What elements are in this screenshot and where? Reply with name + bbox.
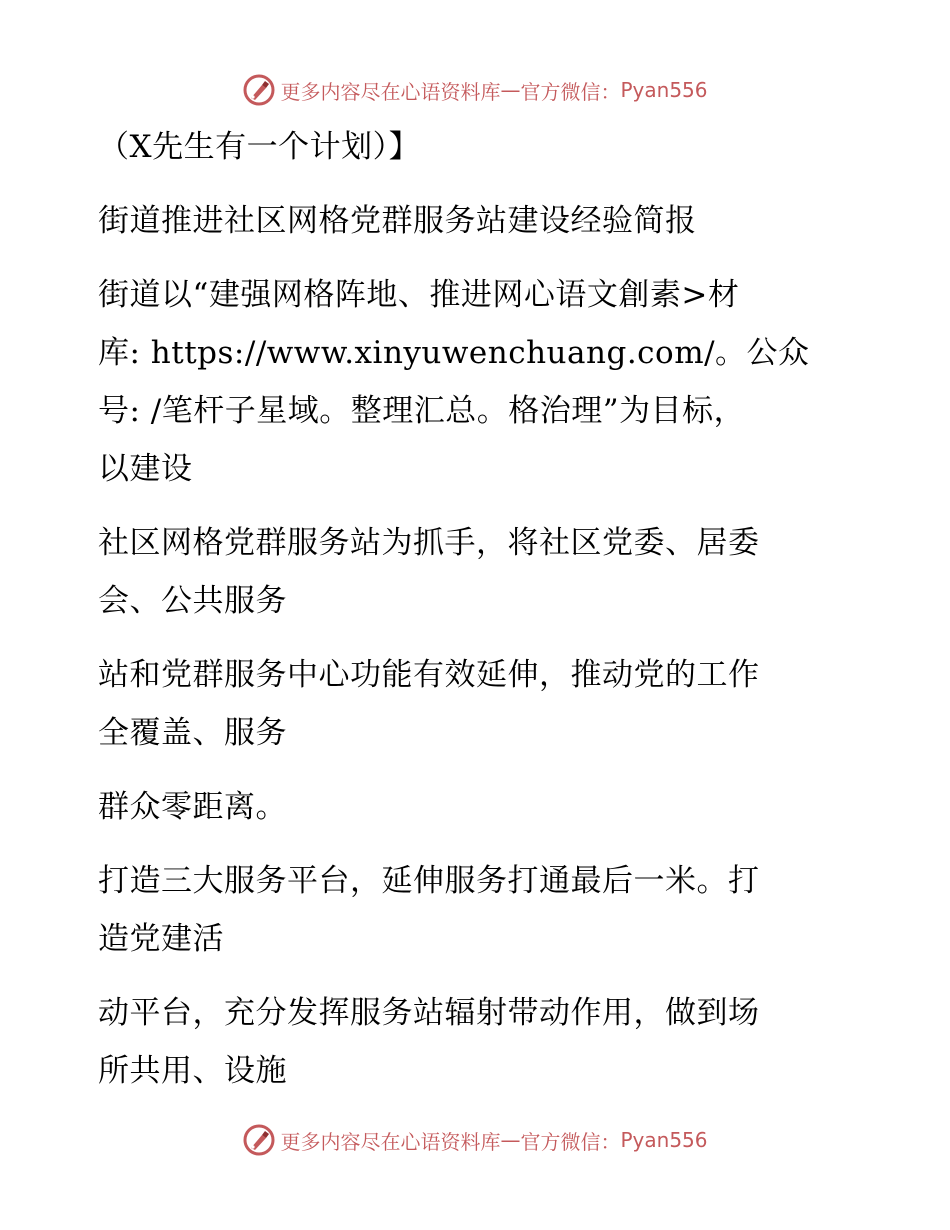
header-banner — [0, 70, 950, 110]
text-line: 群众零距离。 — [98, 789, 287, 825]
banner-separator: — — [500, 1128, 521, 1152]
text-line: （X先生有一个计划）】 — [98, 129, 421, 165]
text-line: 站和党群服务中心功能有效延伸，推动党的工作 — [98, 657, 760, 693]
pen-logo-icon — [242, 1123, 276, 1157]
text-line: 社区网格党群服务站为抓手，将社区党委、居委 — [98, 525, 760, 561]
banner-wechat-id: Pyan556 — [620, 78, 708, 102]
text-line: 动平台，充分发挥服务站辐射带动作用，做到场 — [98, 995, 760, 1031]
text-line: 造党建活 — [98, 921, 224, 957]
banner-main-text: 更多内容尽在心语资料库 — [280, 1129, 501, 1154]
text-line: 全覆盖、服务 — [98, 715, 287, 751]
text-line: 号: /笔杆子星域。整理汇总。格治理”为目标， — [98, 393, 746, 429]
text-line: 打造三大服务平台，延伸服务打通最后一米。打 — [98, 863, 760, 899]
banner-wechat-id: Pyan556 — [620, 1128, 708, 1152]
banner-separator: — — [500, 78, 521, 102]
text-line: 库: https://www.xinyuwenchuang.com/。公众 — [98, 335, 810, 371]
text-line: 会、公共服务 — [98, 583, 287, 619]
text-line: 所共用、设施 — [98, 1053, 287, 1089]
text-line: 街道推进社区网格党群服务站建设经验简报 — [98, 203, 697, 239]
text-line: 街道以“建强网格阵地、推进网心语文創素>材 — [98, 277, 740, 313]
banner-main-text: 更多内容尽在心语资料库 — [280, 79, 501, 104]
footer-banner — [0, 1120, 950, 1160]
banner-wechat-label: 官方微信： — [520, 1129, 621, 1154]
banner-wechat-label: 官方微信： — [520, 79, 621, 104]
text-line: 以建设 — [98, 451, 193, 487]
pen-logo-icon — [242, 73, 276, 107]
